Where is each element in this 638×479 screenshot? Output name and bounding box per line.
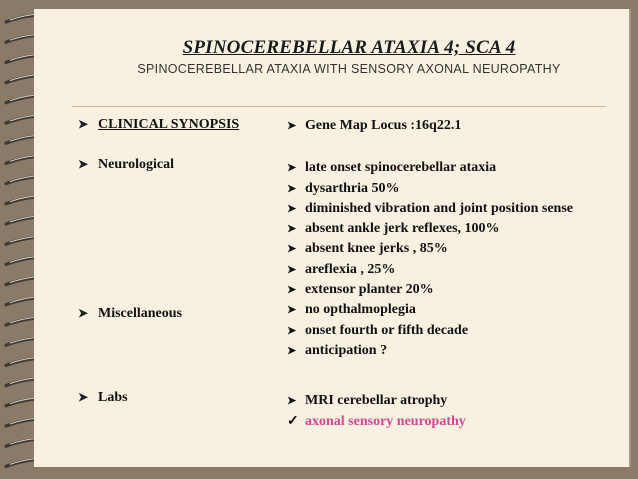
arrowhead-bullet-icon: ➤ — [287, 243, 297, 256]
arrowhead-bullet-icon: ➤ — [287, 120, 297, 132]
arrowhead-bullet-icon: ➤ — [78, 117, 89, 131]
list-item: ➤ absent knee jerks , 85% — [287, 239, 573, 259]
list-item: ➤ MRI cerebellar atrophy — [287, 391, 573, 411]
list-item: ➤ onset fourth or fifth decade — [287, 321, 573, 341]
arrowhead-bullet-icon: ➤ — [287, 223, 297, 236]
slide-title: SPINOCEREBELLAR ATAXIA 4; SCA 4 — [182, 37, 516, 58]
arrowhead-bullet-icon: ➤ — [287, 324, 297, 337]
left-item-clinical-synopsis — [78, 117, 239, 133]
list-item: ➤ diminished vibration and joint position sense — [287, 199, 573, 219]
left-item-labs — [78, 390, 128, 406]
left-item-label: Neurological — [98, 157, 174, 172]
arrowhead-bullet-icon: ➤ — [287, 304, 297, 317]
list-item: ➤ dysarthria 50% — [287, 179, 573, 199]
list-item: ➤ anticipation ? — [287, 341, 573, 361]
arrowhead-bullet-icon: ➤ — [78, 306, 89, 320]
left-item-label: Miscellaneous — [98, 306, 182, 321]
list-item: ➤ areflexia , 25% — [287, 260, 573, 280]
right-column — [287, 116, 573, 432]
arrowhead-bullet-icon: ➤ — [287, 263, 297, 276]
left-item-miscellaneous — [78, 306, 182, 322]
list-item-highlighted: ✓ axonal sensory neuropathy — [287, 412, 573, 432]
left-item-label: CLINICAL SYNOPSIS — [98, 117, 240, 132]
arrowhead-bullet-icon: ➤ — [287, 162, 297, 175]
arrowhead-bullet-icon: ➤ — [78, 157, 89, 171]
checkmark-icon: ✓ — [287, 413, 299, 429]
left-item-neurological — [78, 157, 174, 173]
arrowhead-bullet-icon: ➤ — [287, 284, 297, 297]
arrowhead-bullet-icon: ➤ — [287, 395, 297, 408]
divider — [72, 106, 606, 107]
left-item-label: Labs — [98, 390, 128, 405]
arrowhead-bullet-icon: ➤ — [287, 182, 297, 195]
gene-locus: ➤ Gene Map Locus :16q22.1 — [287, 116, 573, 136]
arrowhead-bullet-icon: ➤ — [78, 390, 89, 404]
slide-subtitle: SPINOCEREBELLAR ATAXIA WITH SENSORY AXONAL NEUROPATHY — [137, 62, 561, 76]
list-item: ➤ late onset spinocerebellar ataxia — [287, 158, 573, 178]
list-item: ➤ absent ankle jerk reflexes, 100% — [287, 219, 573, 239]
arrowhead-bullet-icon: ➤ — [287, 202, 297, 215]
list-item: ➤ no opthalmoplegia — [287, 300, 573, 320]
list-item: ➤ extensor planter 20% — [287, 280, 573, 300]
arrowhead-bullet-icon: ➤ — [287, 344, 297, 357]
